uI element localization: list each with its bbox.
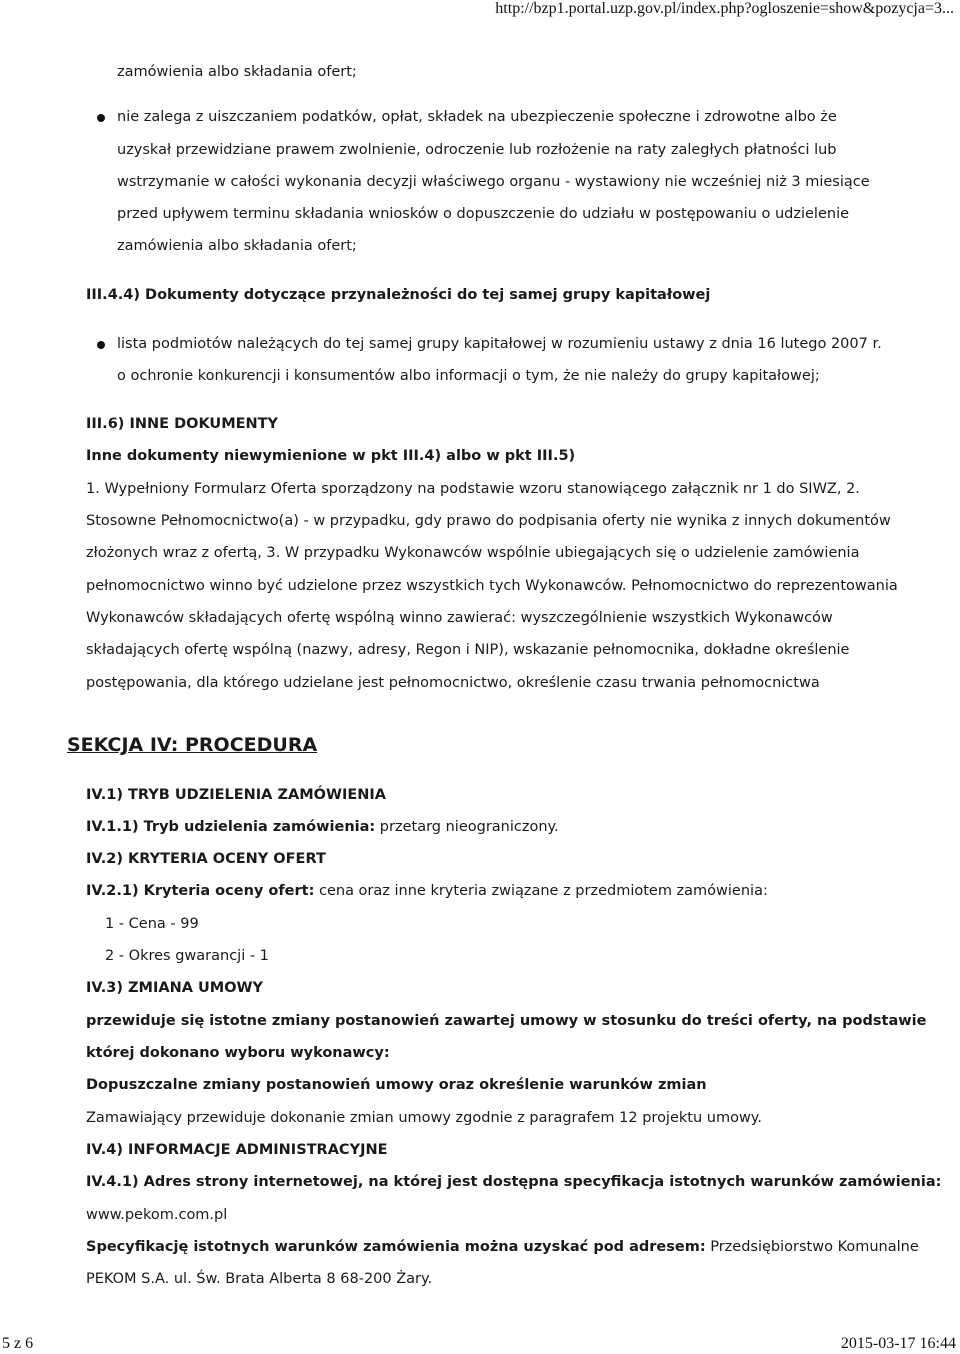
text-line: nie zalega z uiszczaniem podatków, opłat, składek na ubezpieczenie społeczne i zdrowotne albo że <box>117 109 837 125</box>
heading-iv2: IV.2) KRYTERIA OCENY OFERT <box>86 851 326 867</box>
text-line: Wykonawców składających ofertę wspólną winno zawierać: wyszczególnienie wszystkich Wykonawców <box>86 610 833 626</box>
field-iv11 <box>86 819 559 835</box>
field-label: Specyfikację istotnych warunków zamówienia można uzyskać pod adresem: <box>86 1239 706 1255</box>
text-line: IV.4.1) Adres strony internetowej, na której jest dostępna specyfikacja istotnych warunków zamówienia: <box>86 1174 942 1190</box>
field-label: IV.2.1) Kryteria oceny ofert: <box>86 883 315 899</box>
heading-iii44: III.4.4) Dokumenty dotyczące przynależności do tej samej grupy kapitałowej <box>86 287 711 303</box>
browser-url: http://bzp1.portal.uzp.gov.pl/index.php?ogloszenie=show&pozycja=3... <box>495 0 954 17</box>
text-line: Zamawiający przewiduje dokonanie zmian umowy zgodnie z paragrafem 12 projektu umowy. <box>86 1110 762 1126</box>
text-line: przed upływem terminu składania wniosków o dopuszczenie do udziału w postępowaniu o udzielenie <box>117 206 850 222</box>
print-datetime: 2015-03-17 16:44 <box>840 1335 956 1352</box>
text-line: lista podmiotów należących do tej samej grupy kapitałowej w rozumieniu ustawy z dnia 16 lutego 2007 r. <box>117 336 882 352</box>
text-line: zamówienia albo składania ofert; <box>117 64 357 80</box>
bullet-icon <box>97 341 105 349</box>
field-iv21 <box>86 883 768 899</box>
section-title: SEKCJA IV: PROCEDURA <box>67 734 318 756</box>
bullet-icon <box>97 114 105 122</box>
criterion-item: 1 - Cena - 99 <box>105 916 199 932</box>
text-line: PEKOM S.A. ul. Św. Brata Alberta 8 68-200 Żary. <box>86 1271 433 1287</box>
text-line: przewiduje się istotne zmiany postanowień zawartej umowy w stosunku do treści oferty, na podstawie <box>86 1013 927 1029</box>
text-line: postępowania, dla którego udzielane jest pełnomocnictwo, określenie czasu trwania pełnomocnictwa <box>86 675 820 691</box>
text-line: pełnomocnictwo winno być udzielone przez wszystkich tych Wykonawców. Pełnomocnictwo do reprezentowania <box>86 578 898 594</box>
field-value: Przedsiębiorstwo Komunalne <box>705 1239 919 1255</box>
field-value: cena oraz inne kryteria związane z przedmiotem zamówienia: <box>314 883 768 899</box>
subheading-iv3: Dopuszczalne zmiany postanowień umowy oraz określenie warunków zmian <box>86 1077 707 1093</box>
criterion-item: 2 - Okres gwarancji - 1 <box>105 948 269 964</box>
heading-iii6: III.6) INNE DOKUMENTY <box>86 416 279 432</box>
field-label: IV.1.1) Tryb udzielenia zamówienia: <box>86 819 376 835</box>
heading-iv4: IV.4) INFORMACJE ADMINISTRACYJNE <box>86 1142 388 1158</box>
text-line: wstrzymanie w całości wykonania decyzji właściwego organu - wystawiony nie wcześniej niż 3 miesiące <box>117 174 870 190</box>
heading-iv1: IV.1) TRYB UDZIELENIA ZAMÓWIENIA <box>86 787 386 803</box>
subheading-iii6: Inne dokumenty niewymienione w pkt III.4) albo w pkt III.5) <box>86 448 576 464</box>
page-number: 5 z 6 <box>2 1335 34 1352</box>
text-line: złożonych wraz z ofertą, 3. W przypadku Wykonawców wspólnie ubiegających się o udzielenie zamówienia <box>86 545 860 561</box>
text-line: której dokonano wyboru wykonawcy: <box>86 1045 390 1061</box>
text-line: uzyskał przewidziane prawem zwolnienie, odroczenie lub rozłożenie na raty zaległych płatności lub <box>117 142 837 158</box>
text-line: o ochronie konkurencji i konsumentów albo informacji o tym, że nie należy do grupy kapitałowej; <box>117 368 820 384</box>
field-value: przetarg nieograniczony. <box>375 819 559 835</box>
heading-iv3: IV.3) ZMIANA UMOWY <box>86 980 264 996</box>
text-line: Stosowne Pełnomocnictwo(a) - w przypadku, gdy prawo do podpisania oferty nie wynika z innych dokumentów <box>86 513 891 529</box>
text-line: zamówienia albo składania ofert; <box>117 238 357 254</box>
text-line: składających ofertę wspólną (nazwy, adresy, Regon i NIP), wskazanie pełnomocnika, dokładne określenie <box>86 642 850 658</box>
text-line: 1. Wypełniony Formularz Oferta sporządzony na podstawie wzoru stanowiącego załącznik nr 1 do SIWZ, 2. <box>86 481 860 497</box>
website-link[interactable]: www.pekom.com.pl <box>86 1207 228 1223</box>
field-spec <box>86 1239 919 1255</box>
